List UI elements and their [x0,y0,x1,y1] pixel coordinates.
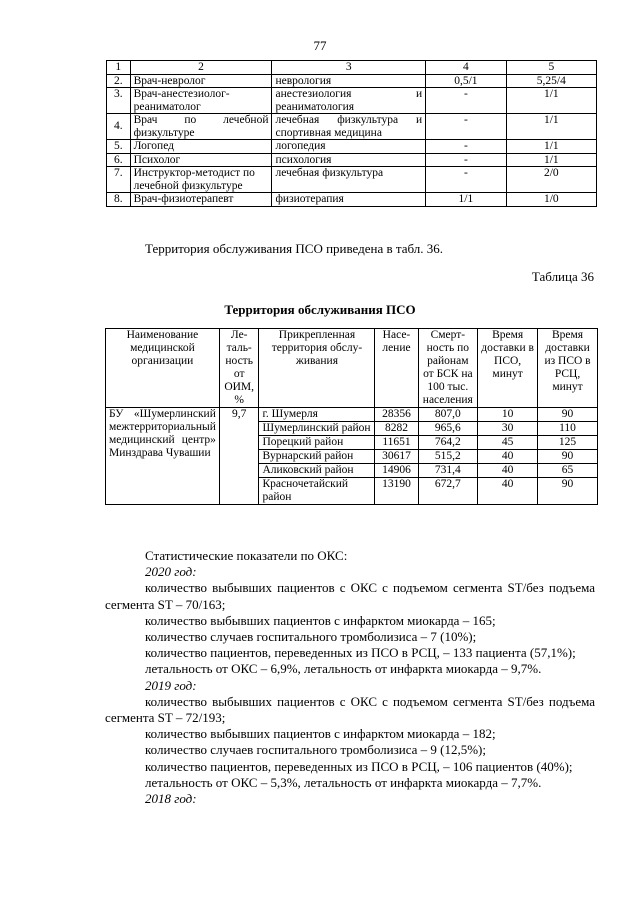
mortality-cell: 807,0 [418,408,478,422]
territory-cell: Вурнарский район [259,450,375,464]
value-cell: - [426,153,507,167]
position-cell: Врач-физиотерапевт [130,193,272,207]
value-cell: - [426,88,507,114]
time-rsc-cell: 90 [538,478,598,505]
row-number: 4. [107,114,131,140]
table-row [106,408,598,422]
header-time-pso: Время доставки в ПСО, минут [478,329,538,408]
table-row [107,114,597,140]
table-row [107,153,597,167]
staffing-table [106,60,597,207]
header-lethality: Ле- таль- ность от ОИМ, % [219,329,259,408]
stat-line: количество случаев госпитального тромболизиса – 9 (12,5%); [145,742,487,758]
stat-line: количество выбывших пациентов с инфарктом миокарда – 165; [145,612,496,628]
position-cell: Врач-анестезиолог-реаниматолог [130,88,272,114]
row-number: 2. [107,74,131,88]
header-population: Насе- ление [375,329,418,408]
time-pso-cell: 30 [478,422,538,436]
value-cell: 2/0 [506,167,596,193]
specialty-cell: физиотерапия [272,193,426,207]
stat-line: количество пациентов, переведенных из ПСО в РСЦ, – 133 пациента (57,1%); [145,645,576,661]
acs-statistics [105,548,595,807]
mortality-cell: 515,2 [418,450,478,464]
value-cell: 5,25/4 [506,74,596,88]
value-cell: 1/1 [426,193,507,207]
row-number: 7. [107,167,131,193]
value-cell: 1/1 [506,114,596,140]
header-cell: 1 [107,61,131,75]
header-cell: 3 [272,61,426,75]
table-row [107,88,597,114]
table-header-row [107,61,597,75]
value-cell: 1/0 [506,193,596,207]
table-title: Территория обслуживания ПСО [224,302,416,317]
org-cell [106,408,220,505]
page-number: 77 [313,38,327,53]
stats-heading: Статистические показатели по ОКС: [145,548,348,563]
territory-cell: Порецкий район [259,436,375,450]
population-cell: 13190 [375,478,418,505]
position-cell: Врач-невролог [130,74,272,88]
population-cell: 30617 [375,450,418,464]
mortality-cell: 731,4 [418,464,478,478]
territory-reference-text: Территория обслуживания ПСО приведена в табл. 36. [145,241,444,256]
value-cell: 1/1 [506,153,596,167]
header-org: Наименование медицинской организации [106,329,220,408]
header-mortality: Смерт- ность по районам от БСК на 100 тыс. населения [418,329,478,408]
stat-line: количество выбывших пациентов с инфарктом миокарда – 182; [145,726,496,742]
time-rsc-cell: 125 [538,436,598,450]
territory-cell: Аликовский район [259,464,375,478]
position-cell: Психолог [130,153,272,167]
position-cell: Логопед [130,140,272,154]
value-cell: 0,5/1 [426,74,507,88]
header-cell: 4 [426,61,507,75]
time-rsc-cell: 110 [538,422,598,436]
table-row [107,74,597,88]
table-label: Таблица 36 [531,269,594,284]
table-header-row [106,329,598,408]
pso-territory-table [105,328,598,505]
population-cell: 14906 [375,464,418,478]
value-cell: - [426,140,507,154]
specialty-cell: неврология [272,74,426,88]
lethality-cell: 9,7 [219,408,259,505]
value-cell: - [426,114,507,140]
stat-line: летальность от ОКС – 6,9%, летальность от инфаркта миокарда – 9,7%. [145,661,542,677]
value-cell: 1/1 [506,88,596,114]
time-rsc-cell: 65 [538,464,598,478]
header-cell: 5 [506,61,596,75]
value-cell: - [426,167,507,193]
territory-cell: Шумерлинский район [259,422,375,436]
mortality-cell: 764,2 [418,436,478,450]
stat-line: количество выбывших пациентов с ОКС с подъемом сегмента ST/без подъема сегмента ST – 72/193; [105,693,595,726]
year-heading: 2018 год: [145,791,197,807]
population-cell: 11651 [375,436,418,450]
time-pso-cell: 40 [478,478,538,505]
row-number: 6. [107,153,131,167]
territory-cell: Красночетайский район [259,478,375,505]
population-cell: 28356 [375,408,418,422]
header-time-rsc: Время доставки из ПСО в РСЦ, минут [538,329,598,408]
stat-line: летальность от ОКС – 5,3%, летальность от инфаркта миокарда – 7,7%. [145,774,542,790]
time-pso-cell: 45 [478,436,538,450]
time-rsc-cell: 90 [538,408,598,422]
org-name: БУ «Шумерлинский межтерриториальный медицинский центр» Минздрава Чувашии [109,408,216,459]
specialty-cell: психология [272,153,426,167]
year-heading: 2019 год: [145,677,197,693]
mortality-cell: 965,6 [418,422,478,436]
time-rsc-cell: 90 [538,450,598,464]
table-row [107,193,597,207]
header-territory: Прикрепленная территория обслу- живания [259,329,375,408]
position-cell: Инструктор-методист по лечебной физкультуре [130,167,272,193]
header-cell: 2 [130,61,272,75]
time-pso-cell: 40 [478,450,538,464]
specialty-cell: анестезиология и реаниматология [272,88,426,114]
specialty-cell: лечебная физкультура и спортивная медицина [272,114,426,140]
specialty-cell: лечебная физкультура [272,167,426,193]
stat-line: количество случаев госпитального тромболизиса – 7 (10%); [145,629,477,645]
population-cell: 8282 [375,422,418,436]
table-row [107,167,597,193]
position-cell: Врач по лечебной физкультуре [130,114,272,140]
row-number: 3. [107,88,131,114]
value-cell: 1/1 [506,140,596,154]
row-number: 8. [107,193,131,207]
year-heading: 2020 год: [145,564,197,580]
mortality-cell: 672,7 [418,478,478,505]
specialty-cell: логопедия [272,140,426,154]
table-row [107,140,597,154]
time-pso-cell: 40 [478,464,538,478]
time-pso-cell: 10 [478,408,538,422]
stat-line: количество выбывших пациентов с ОКС с подъемом сегмента ST/без подъема сегмента ST – 70/163; [105,580,595,612]
territory-cell: г. Шумерля [259,408,375,422]
stat-line: количество пациентов, переведенных из ПСО в РСЦ, – 106 пациентов (40%); [145,758,573,774]
row-number: 5. [107,140,131,154]
